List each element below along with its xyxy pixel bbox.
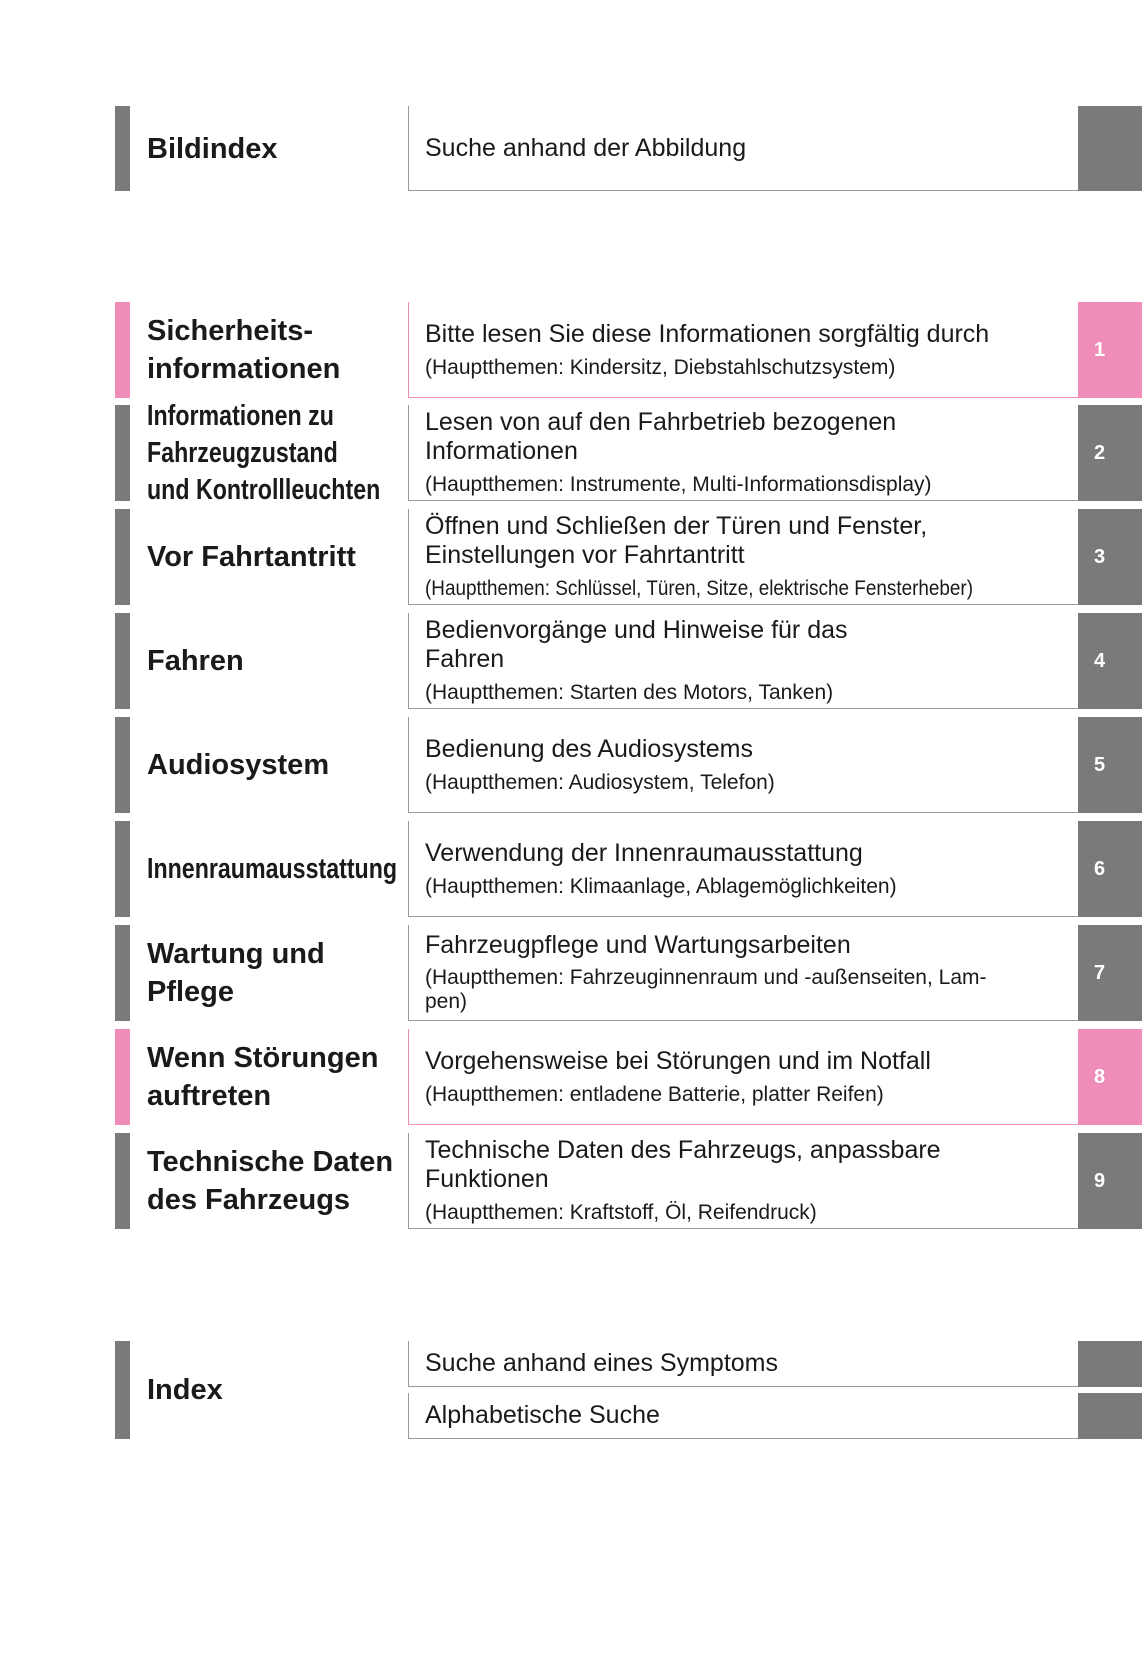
chapter-tab-4[interactable]: 4 xyxy=(1078,613,1142,709)
chapter-tab-3[interactable]: 3 xyxy=(1078,509,1142,605)
chapter-title: Innenraumausstattung xyxy=(147,853,398,885)
bildindex-marker xyxy=(115,106,130,191)
chapter-marker xyxy=(115,821,130,917)
chapter-desc-box xyxy=(408,613,1078,709)
index-title: Index xyxy=(147,1374,223,1406)
index-symptom-tab[interactable] xyxy=(1078,1341,1142,1387)
chapter-tab-2[interactable]: 2 xyxy=(1078,405,1142,501)
chapter-title: Sicherheits- informationen xyxy=(147,315,341,385)
chapter-title: Audiosystem xyxy=(147,749,330,781)
chapter-tab-9[interactable]: 9 xyxy=(1078,1133,1142,1229)
index-symptom-box[interactable] xyxy=(408,1341,1078,1387)
index-marker xyxy=(115,1341,130,1439)
chapter-title: Vor Fahrtantritt xyxy=(147,541,356,573)
chapter-desc-box xyxy=(408,1133,1078,1229)
chapter-topics: (Hauptthemen: Klimaanlage, Ablagemöglichkeiten) xyxy=(425,874,897,898)
chapter-topics: (Hauptthemen: Fahrzeuginnenraum und -außenseiten, Lam- pen) xyxy=(425,966,987,1013)
chapter-row-6[interactable] xyxy=(0,821,1142,917)
chapter-row-3[interactable] xyxy=(0,509,1142,605)
chapter-topics: (Hauptthemen: Starten des Motors, Tanken) xyxy=(425,681,834,704)
chapter-topics: (Hauptthemen: Kindersitz, Diebstahlschutzsystem) xyxy=(425,355,896,379)
chapter-title: Wenn Störungen auftreten xyxy=(147,1042,379,1112)
chapter-main-text: Verwendung der Innenraumausstattung xyxy=(425,838,863,867)
chapter-row-8[interactable] xyxy=(0,1029,1142,1125)
bildindex-tab[interactable] xyxy=(1078,106,1142,191)
chapter-title: Technische Daten des Fahrzeugs xyxy=(147,1146,394,1216)
chapter-tab-1[interactable]: 1 xyxy=(1078,302,1142,398)
chapter-title: Informationen zu Fahrzeugzustand und Kontrollleuchten xyxy=(147,399,381,506)
chapter-main-text: Bedienung des Audiosystems xyxy=(425,734,753,763)
index-alphabetical-search[interactable]: Alphabetische Suche xyxy=(425,1401,660,1429)
chapter-row-9[interactable] xyxy=(0,1133,1142,1229)
chapter-marker xyxy=(115,717,130,813)
chapter-desc-box xyxy=(408,717,1078,813)
chapter-main-text: Vorgehensweise bei Störungen und im Notfall xyxy=(425,1046,931,1075)
chapter-row-1[interactable] xyxy=(0,302,1142,398)
chapter-desc-box xyxy=(408,405,1078,501)
chapter-title: Wartung und Pflege xyxy=(147,938,325,1008)
index-row xyxy=(0,1341,1142,1439)
chapter-marker xyxy=(115,1029,130,1125)
chapter-tab-8[interactable]: 8 xyxy=(1078,1029,1142,1125)
chapter-main-text: Öffnen und Schließen der Türen und Fenster, Einstellungen vor Fahrtantritt xyxy=(425,512,928,569)
chapter-topics: (Hauptthemen: Instrumente, Multi-Informationsdisplay) xyxy=(425,473,932,496)
bildindex-box xyxy=(408,106,1078,191)
bildindex-desc: Suche anhand der Abbildung xyxy=(425,133,747,162)
index-alpha-tab[interactable] xyxy=(1078,1393,1142,1439)
chapter-row-4[interactable] xyxy=(0,613,1142,709)
chapter-marker xyxy=(115,613,130,709)
index-symptom-search[interactable]: Suche anhand eines Symptoms xyxy=(425,1349,778,1377)
chapter-marker xyxy=(115,302,130,398)
chapter-tab-6[interactable]: 6 xyxy=(1078,821,1142,917)
chapter-tab-7[interactable]: 7 xyxy=(1078,925,1142,1021)
chapter-desc-box xyxy=(408,302,1078,398)
chapter-topics: (Hauptthemen: Kraftstoff, Öl, Reifendruck) xyxy=(425,1201,817,1224)
chapter-desc-box xyxy=(408,509,1078,605)
chapter-desc-box xyxy=(408,925,1078,1021)
chapter-title: Fahren xyxy=(147,645,244,677)
chapter-topics: (Hauptthemen: entladene Batterie, platter Reifen) xyxy=(425,1082,884,1106)
chapter-row-2[interactable] xyxy=(0,399,1142,506)
chapter-main-text: Bitte lesen Sie diese Informationen sorgfältig durch xyxy=(425,319,990,348)
chapter-main-text: Technische Daten des Fahrzeugs, anpassbare Funktionen xyxy=(425,1136,941,1193)
chapter-main-text: Fahrzeugpflege und Wartungsarbeiten xyxy=(425,931,851,959)
chapter-desc-box xyxy=(408,821,1078,917)
chapter-topics: (Hauptthemen: Schlüssel, Türen, Sitze, elektrische Fensterheber) xyxy=(425,577,974,600)
chapter-tab-5[interactable]: 5 xyxy=(1078,717,1142,813)
chapter-topics: (Hauptthemen: Audiosystem, Telefon) xyxy=(425,770,775,794)
chapter-row-5[interactable] xyxy=(0,717,1142,813)
bildindex-title: Bildindex xyxy=(147,132,278,165)
chapter-main-text: Lesen von auf den Fahrbetrieb bezogenen Informationen xyxy=(425,408,897,465)
chapter-row-7[interactable] xyxy=(0,925,1142,1021)
chapter-marker xyxy=(115,1133,130,1229)
bildindex-row[interactable] xyxy=(0,106,1142,191)
chapter-desc-box xyxy=(408,1029,1078,1125)
chapter-main-text: Bedienvorgänge und Hinweise für das Fahren xyxy=(425,616,848,673)
chapter-marker xyxy=(115,925,130,1021)
chapter-marker xyxy=(115,509,130,605)
chapter-marker xyxy=(115,405,130,501)
index-alpha-box[interactable] xyxy=(408,1393,1078,1439)
